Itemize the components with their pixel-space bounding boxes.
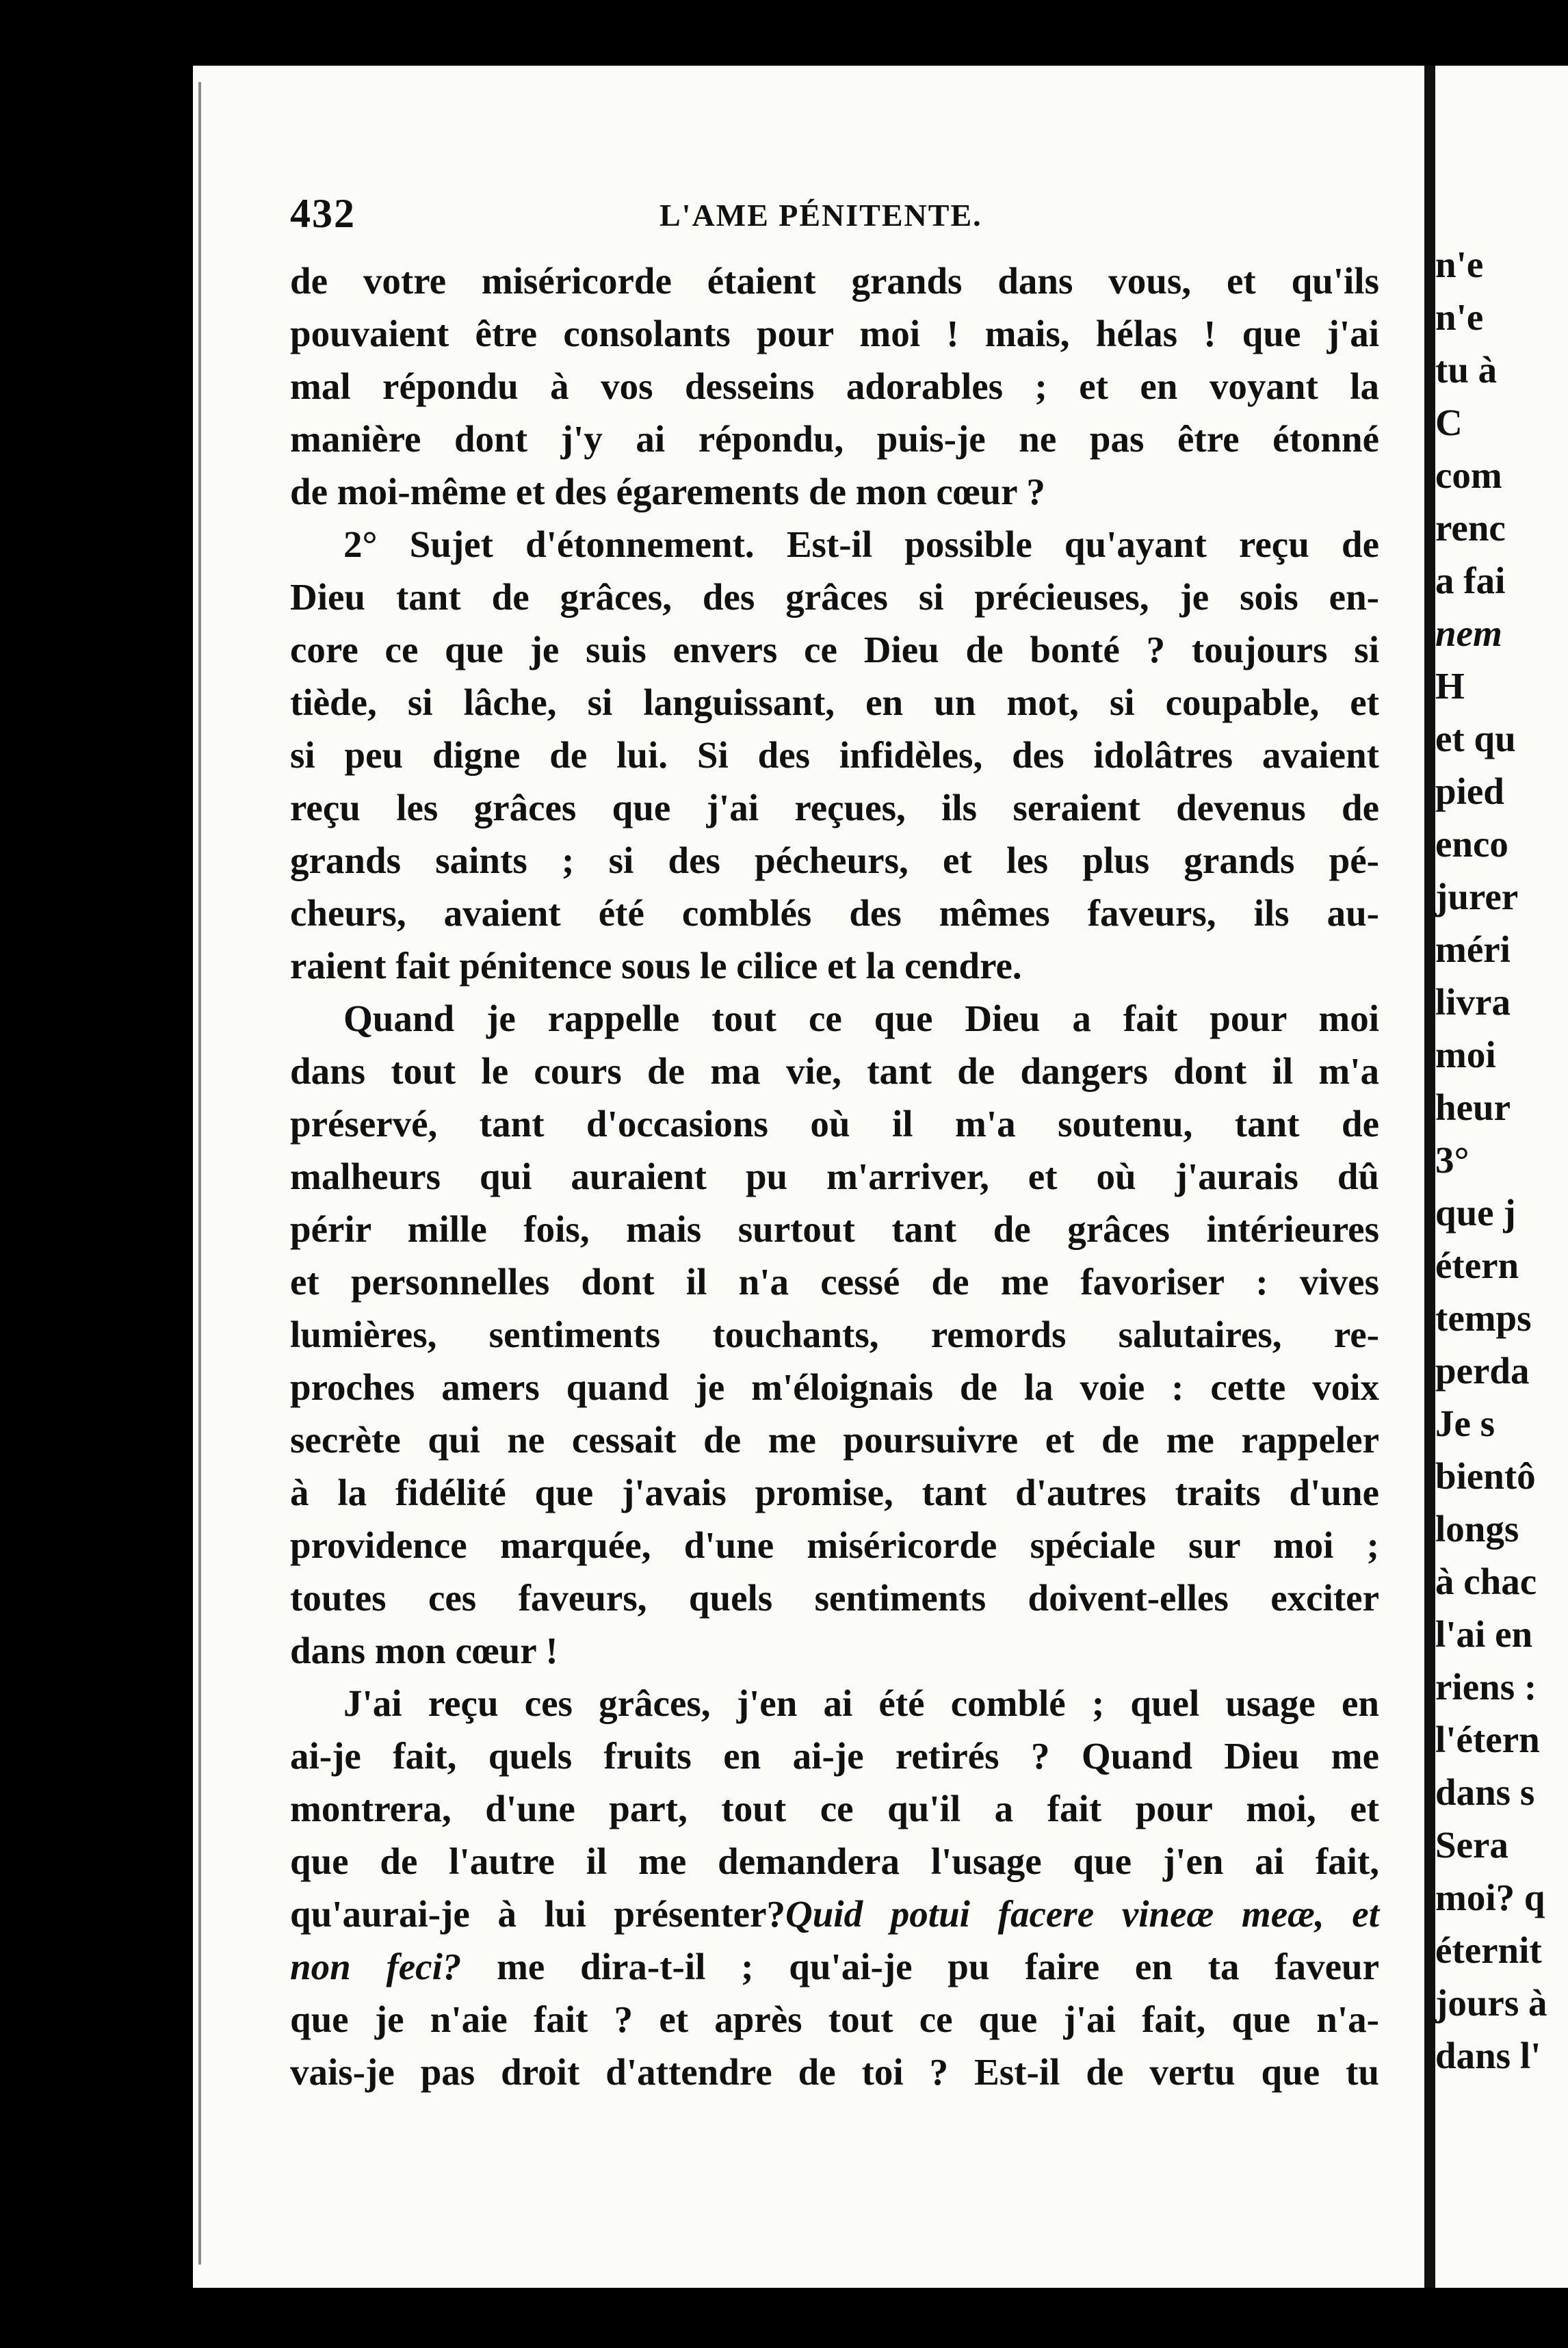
fragment-line: C [1435,402,1463,443]
fragment-line: riens : [1435,1666,1537,1708]
text-line: mal répondu à vos desseins adorables ; et en voyant la [290,365,1379,407]
fragment-line: longs [1435,1508,1519,1550]
fragment-line: perda [1435,1350,1530,1392]
text-line: proches amers quand je m'éloignais de la voie : cette voix [290,1366,1379,1408]
text-line: dans tout le cours de ma vie, tant de dangers dont il m'a [290,1050,1379,1092]
fragment-line: n'e [1435,244,1484,285]
fragment-line: moi [1435,1034,1496,1075]
text-fragment: me dira-t-il ; qu'ai-je pu faire en ta faveur [461,1946,1379,1987]
fragment-line: renc [1435,507,1506,549]
fragment-line: pied [1435,770,1504,812]
text-line: de moi-même et des égarements de mon cœur ? [290,471,1045,512]
text-line: 2° Sujet d'étonnement. Est-il possible qu'ayant reçu de [343,523,1379,565]
text-line: secrète qui ne cessait de me poursuivre et de me rappeler [290,1419,1379,1461]
fragment-line: éternit [1435,1929,1542,1971]
book-gutter [1424,66,1435,2288]
right-page-fragments [1435,238,1568,2082]
fragment-line: jurer [1435,876,1519,917]
fragment-line: enco [1435,823,1508,865]
text-line: raient fait pénitence sous le cilice et la cendre. [290,945,1022,987]
latin-quote-end: non feci? [290,1946,462,1987]
fragment-line: étern [1435,1244,1519,1286]
page-edge-shadow [198,82,201,2265]
fragment-line: et qu [1435,718,1516,759]
fragment-line: l'étern [1435,1719,1540,1760]
fragment-line: dans s [1435,1771,1535,1813]
text-line: vais-je pas droit d'attendre de toi ? Est-il de vertu que tu [290,2051,1379,2093]
text-line: montrera, d'une part, tout ce qu'il a fait pour moi, et [290,1788,1379,1829]
fragment-line: dans l' [1435,2035,1541,2076]
fragment-line: nem [1435,612,1502,654]
text-line-with-latin [290,1940,1379,1993]
text-line: providence marquée, d'une miséricorde spéciale sur moi ; [290,1524,1379,1566]
text-line: J'ai reçu ces grâces, j'en ai été comblé ; quel usage en [343,1682,1379,1724]
page-number: 432 [290,191,356,236]
running-title: L'AME PÉNITENTE. [659,198,982,233]
text-line: et personnelles dont il n'a cessé de me favoriser : vives [290,1261,1379,1303]
text-fragment: qu'aurai-je à lui présenter? [290,1893,785,1935]
text-line: reçu les grâces que j'ai reçues, ils seraient devenus de [290,787,1379,829]
text-line: toutes ces faveurs, quels sentiments doivent-elles exciter [290,1577,1379,1619]
text-line: à la fidélité que j'avais promise, tant d'autres traits d'une [290,1472,1379,1513]
body-text [290,255,1379,2098]
text-line: malheurs qui auraient pu m'arriver, et où j'aurais dû [290,1156,1379,1197]
text-line: dans mon cœur ! [290,1630,558,1671]
text-line: que de l'autre il me demandera l'usage que j'en ai fait, [290,1840,1379,1882]
latin-quote: Quid potui facere vineæ meæ, et [785,1893,1379,1935]
fragment-line: heur [1435,1086,1511,1128]
text-line: cheurs, avaient été comblés des mêmes faveurs, ils au- [290,892,1379,934]
text-line: Quand je rappelle tout ce que Dieu a fait pour moi [343,997,1379,1039]
fragment-line: l'ai en [1435,1613,1533,1655]
text-line: périr mille fois, mais surtout tant de grâces intérieures [290,1208,1379,1250]
running-head [290,190,1379,245]
text-line: manière dont j'y ai répondu, puis-je ne pas être étonné [290,418,1379,460]
text-line: grands saints ; si des pécheurs, et les plus grands pé- [290,839,1379,881]
text-line: si peu digne de lui. Si des infidèles, des idolâtres avaient [290,734,1379,776]
text-line: de votre miséricorde étaient grands dans vous, et qu'ils [290,260,1379,302]
text-line: tiède, si lâche, si languissant, en un mot, si coupable, et [290,681,1379,723]
fragment-line: com [1435,454,1502,496]
text-line: pouvaient être consolants pour moi ! mais, hélas ! que j'ai [290,313,1379,354]
fragment-line: que j [1435,1192,1516,1234]
fragment-line: méri [1435,928,1511,970]
fragment-line: livra [1435,981,1511,1023]
text-line-with-latin [290,1888,1379,1940]
fragment-line: tu à [1435,349,1498,391]
text-line: Dieu tant de grâces, des grâces si précieuses, je sois en- [290,576,1379,618]
text-line: ai-je fait, quels fruits en ai-je retirés ? Quand Dieu me [290,1735,1379,1777]
fragment-line: a fai [1435,560,1506,601]
fragment-line: bientô [1435,1455,1536,1497]
text-line: préservé, tant d'occasions où il m'a soutenu, tant de [290,1103,1379,1145]
text-line: lumières, sentiments touchants, remords salutaires, re- [290,1314,1379,1355]
fragment-line: H [1435,665,1465,707]
fragment-line: moi? q [1435,1877,1545,1918]
text-line: que je n'aie fait ? et après tout ce que j'ai fait, que n'a- [290,1998,1379,2040]
fragment-line: Je s [1435,1403,1495,1444]
fragment-line: temps [1435,1297,1532,1339]
fragment-line: n'e [1435,296,1484,338]
fragment-line: 3° [1435,1139,1469,1181]
fragment-line: à chac [1435,1561,1537,1602]
fragment-line: Sera [1435,1824,1508,1866]
fragment-line: jours à [1435,1982,1547,2024]
text-line: core ce que je suis envers ce Dieu de bonté ? toujours si [290,629,1379,670]
